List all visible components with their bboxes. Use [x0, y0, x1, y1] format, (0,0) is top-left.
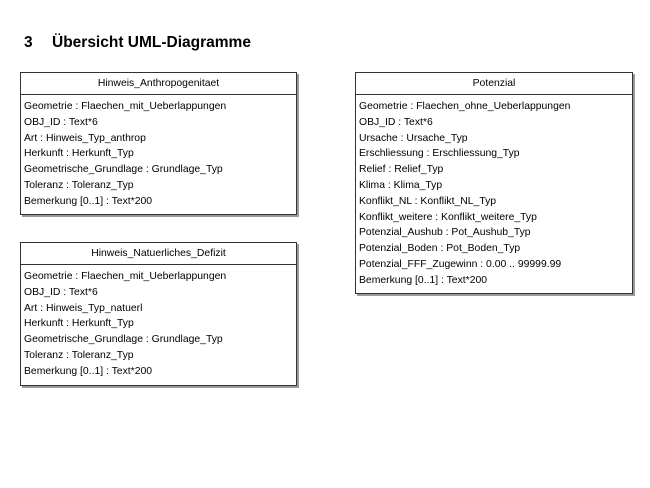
uml-attribute: Geometrie : Flaechen_ohne_Ueberlappungen: [359, 101, 571, 112]
uml-attribute: Konflikt_weitere : Konflikt_weitere_Typ: [359, 211, 537, 223]
uml-attribute: Geometrische_Grundlage : Grundlage_Typ: [24, 334, 223, 346]
uml-attribute: Bemerkung [0..1] : Text*200: [359, 274, 488, 286]
uml-attribute: Art : Hinweis_Typ_natuerl: [24, 302, 143, 314]
uml-class-hinweis-anthropogenitaet: [20, 72, 297, 215]
uml-attribute: Toleranz : Toleranz_Typ: [24, 349, 134, 361]
uml-attribute: Art : Hinweis_Typ_anthrop: [24, 132, 146, 144]
uml-attribute: Konflikt_NL : Konflikt_NL_Typ: [359, 195, 497, 207]
uml-attribute: Erschliessung : Erschliessung_Typ: [359, 148, 520, 160]
uml-attribute: Bemerkung [0..1] : Text*200: [24, 365, 153, 377]
uml-class-potenzial: [355, 72, 633, 294]
uml-attribute: Klima : Klima_Typ: [359, 179, 443, 191]
uml-attribute: Herkunft : Herkunft_Typ: [24, 148, 134, 160]
uml-class-hinweis-natuerliches-defizit: [20, 242, 297, 386]
uml-attribute: Relief : Relief_Typ: [359, 164, 444, 176]
uml-attribute: OBJ_ID : Text*6: [24, 286, 98, 298]
uml-attribute: Potenzial_Aushub : Pot_Aushub_Typ: [359, 227, 531, 239]
uml-attribute: Geometrische_Grundlage : Grundlage_Typ: [24, 164, 223, 176]
uml-attribute: Bemerkung [0..1] : Text*200: [24, 195, 153, 207]
uml-class-name: Hinweis_Anthropogenitaet: [21, 73, 296, 95]
uml-attribute-list: [21, 265, 296, 383]
uml-attribute: OBJ_ID : Text*6: [24, 116, 98, 128]
uml-attribute: Toleranz : Toleranz_Typ: [24, 179, 134, 191]
uml-attribute: Geometrie : Flaechen_mit_Ueberlappungen: [24, 271, 227, 282]
uml-attribute: Geometrie : Flaechen_mit_Ueberlappungen: [24, 101, 227, 112]
uml-attribute: Potenzial_Boden : Pot_Boden_Typ: [359, 243, 521, 255]
uml-attribute: Potenzial_FFF_Zugewinn : 0.00 .. 99999.99: [359, 258, 562, 270]
uml-attribute: Ursache : Ursache_Typ: [359, 132, 468, 144]
uml-attribute-list: [21, 95, 296, 213]
uml-attribute: OBJ_ID : Text*6: [359, 116, 433, 128]
section-heading: [24, 34, 251, 52]
uml-attribute: Herkunft : Herkunft_Typ: [24, 318, 134, 330]
uml-attribute-list: [356, 95, 632, 292]
section-number: 3: [24, 34, 33, 51]
section-title: Übersicht UML-Diagramme: [52, 34, 251, 51]
uml-class-name: Potenzial: [356, 73, 632, 95]
uml-class-name: Hinweis_Natuerliches_Defizit: [21, 243, 296, 265]
